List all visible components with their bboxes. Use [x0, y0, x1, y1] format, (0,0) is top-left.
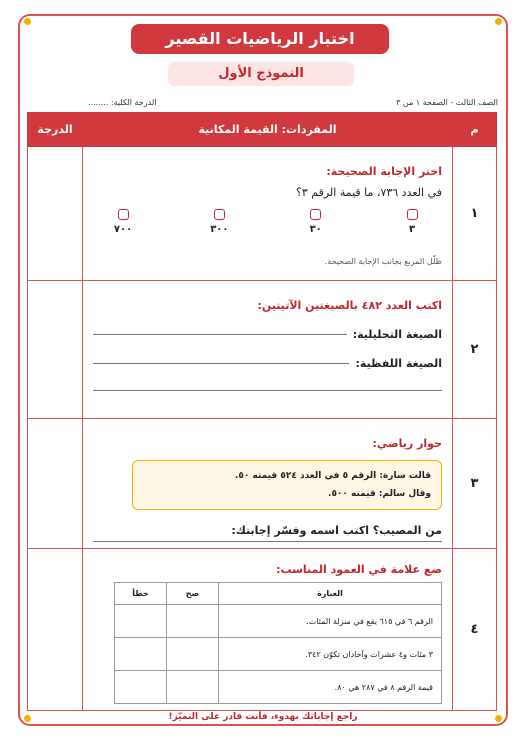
option-label: ٣٠٠: [210, 224, 229, 235]
footer-message: راجع إجاباتك بهدوء، فأنت قادر على التميّز!: [168, 712, 358, 722]
question-number: ٣: [453, 419, 497, 549]
checkbox[interactable]: [118, 209, 129, 220]
hint-text: ظلّل المربع بجانب الإجابة الصحيحة.: [324, 257, 442, 266]
expanded-form-row: [93, 328, 442, 341]
option[interactable]: [286, 209, 346, 235]
question-heading: حوار رياضي:: [372, 437, 442, 450]
grade-page-info: الصف الثالث - الصفحة ١ من ٣: [396, 98, 498, 107]
answer-line[interactable]: [93, 390, 442, 391]
column-statement: العبارة: [219, 583, 442, 605]
answer-line[interactable]: [93, 334, 347, 335]
word-form-label: الصيغة اللفظية:: [355, 357, 442, 370]
question-number: ١: [453, 147, 497, 281]
false-cell[interactable]: [115, 605, 167, 638]
score-cell[interactable]: [28, 281, 83, 419]
score-cell[interactable]: [28, 419, 83, 549]
expanded-form-label: الصيغة التحليلية:: [352, 328, 442, 341]
true-false-table: [114, 582, 442, 704]
answer-line[interactable]: [93, 363, 349, 364]
model-badge: النموذج الأول: [168, 62, 354, 86]
checkbox[interactable]: [407, 209, 418, 220]
question-heading: اختر الإجابة الصحيحة:: [326, 165, 442, 178]
statement-cell: ٣ مئات و٤ عشرات وآحادان تكوّن ٣٤٢.: [219, 638, 442, 671]
question-row-1: [28, 147, 497, 281]
corner-dot: [495, 18, 502, 25]
option[interactable]: [382, 209, 442, 235]
answer-prompt[interactable]: من المصيب؟ اكتب اسمه وفسّر إجابتك:: [93, 524, 442, 542]
true-cell[interactable]: [167, 605, 219, 638]
false-cell[interactable]: [115, 638, 167, 671]
question-row-3: [28, 419, 497, 549]
table-row: [115, 605, 442, 638]
dialogue-line: قالت سارة: الرقم ٥ في العدد ٥٢٤ قيمته ٥٠.: [234, 471, 431, 481]
checkbox[interactable]: [214, 209, 225, 220]
true-cell[interactable]: [167, 671, 219, 704]
score-cell[interactable]: [28, 549, 83, 711]
question-text: في العدد ٧٣٦، ما قيمة الرقم ٣؟: [296, 186, 442, 199]
question-heading: ضع علامة في العمود المناسب:: [276, 563, 442, 576]
question-number: ٢: [453, 281, 497, 419]
dialogue-line: وقال سالم: قيمته ٥٠٠.: [328, 489, 431, 499]
false-cell[interactable]: [115, 671, 167, 704]
question-row-2: [28, 281, 497, 419]
table-row: [115, 638, 442, 671]
score-cell[interactable]: [28, 147, 83, 281]
header-score: الدرجة: [28, 113, 83, 147]
table-row: [115, 671, 442, 704]
column-false: خطأ: [115, 583, 167, 605]
question-number: ٤: [453, 549, 497, 711]
option-label: ٧٠٠: [113, 224, 133, 235]
statement-cell: الرقم ٦ في ٦١٥ يقع في منزلة المئات.: [219, 605, 442, 638]
header-topic: المفردات: القيمة المكانية: [83, 113, 453, 147]
column-true: صح: [167, 583, 219, 605]
question-heading: اكتب العدد ٤٨٢ بالصيغتين الآتيتين:: [257, 299, 442, 312]
total-score-field: الدرجة الكلية: ........: [88, 98, 157, 107]
dialogue-box: [132, 460, 442, 510]
question-row-4: [28, 549, 497, 711]
checkbox[interactable]: [310, 209, 321, 220]
exam-table: [27, 112, 497, 711]
page-title: اختبار الرياضيات القصير: [131, 24, 389, 54]
true-cell[interactable]: [167, 638, 219, 671]
option[interactable]: [93, 209, 153, 235]
options-row: [93, 209, 442, 235]
word-form-row: [93, 357, 442, 370]
option[interactable]: [189, 209, 249, 235]
header-number: م: [453, 113, 497, 147]
option-label: ٣٠: [309, 224, 322, 235]
corner-dot: [24, 18, 31, 25]
statement-cell: قيمة الرقم ٨ في ٢٨٧ هي ٨٠.: [219, 671, 442, 704]
option-label: ٣: [408, 224, 416, 235]
